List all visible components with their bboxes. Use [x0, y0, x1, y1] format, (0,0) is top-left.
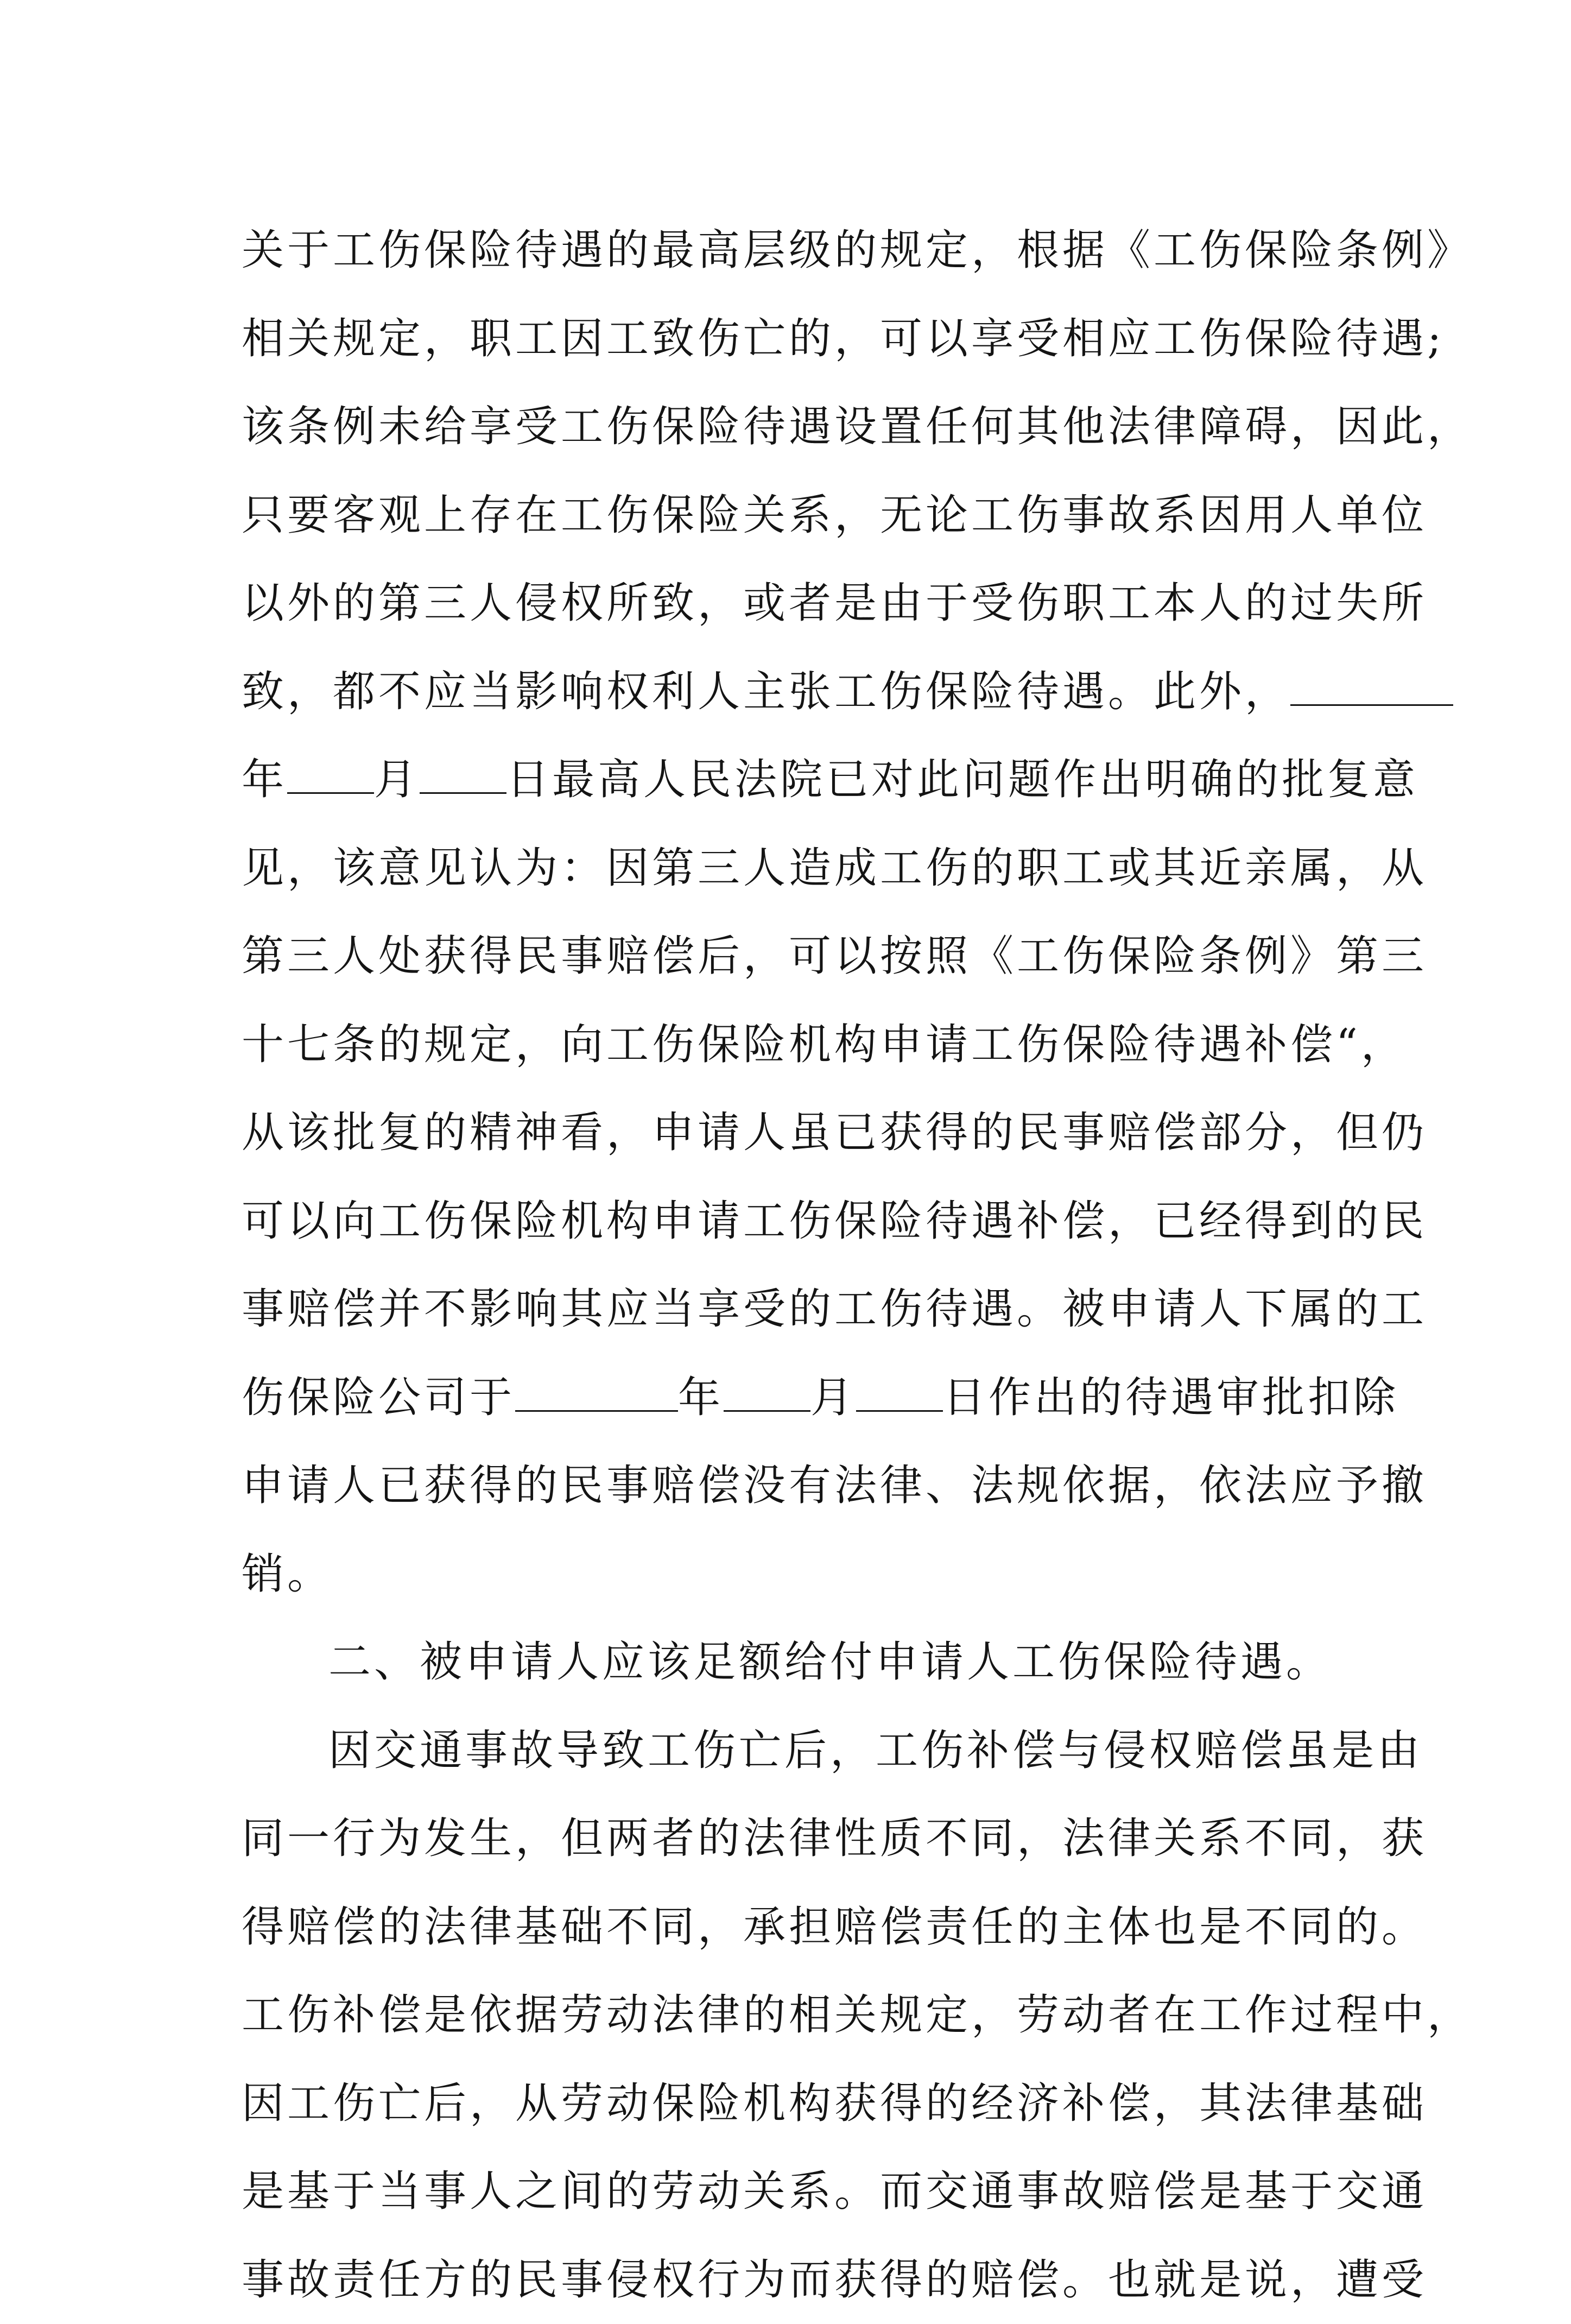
text-line: 十七条的规定，向工伤保险机构申请工伤保险待遇补偿“， — [242, 1001, 1382, 1089]
text-line: 第三人处获得民事赔偿后，可以按照《工伤保险条例》第三 — [242, 912, 1382, 1001]
text-line: 申请人已获得的民事赔偿没有法律、法规依据，依法应予撤 — [242, 1442, 1382, 1530]
text-fragment: 日最高人民法院已对此问题作出明确的批复意 — [506, 755, 1418, 804]
text-line — [242, 648, 1382, 736]
blank-line — [1290, 672, 1453, 706]
text-line: 同一行为发生，但两者的法律性质不同，法律关系不同，获 — [242, 1795, 1382, 1883]
blank-line — [287, 760, 374, 794]
text-line: 事故责任方的民事侵权行为而获得的赔偿。也就是说，遭受 — [242, 2236, 1382, 2324]
blank-line — [724, 1378, 810, 1412]
document-body — [242, 206, 1382, 2324]
text-fragment: 年 — [242, 755, 287, 804]
blank-line — [420, 760, 506, 794]
text-line: 可以向工伤保险机构申请工伤保险待遇补偿，已经得到的民 — [242, 1177, 1382, 1266]
text-line: 关于工伤保险待遇的最高层级的规定，根据《工伤保险条例》 — [242, 206, 1382, 295]
text-line: 因工伤亡后，从劳动保险机构获得的经济补偿，其法律基础 — [242, 2060, 1382, 2148]
text-line: 工伤补偿是依据劳动法律的相关规定，劳动者在工作过程中， — [242, 1971, 1382, 2060]
text-line — [242, 736, 1382, 824]
text-line: 得赔偿的法律基础不同，承担赔偿责任的主体也是不同的。 — [242, 1883, 1382, 1972]
text-fragment: 致，都不应当影响权利人主张工伤保险待遇。此外， — [242, 667, 1290, 716]
text-line: 以外的第三人侵权所致，或者是由于受伤职工本人的过失所 — [242, 559, 1382, 648]
blank-line — [856, 1378, 943, 1412]
text-line: 只要客观上存在工伤保险关系，无论工伤事故系因用人单位 — [242, 471, 1382, 560]
text-line: 销。 — [242, 1530, 1382, 1619]
text-fragment: 月 — [810, 1373, 856, 1422]
blank-line — [515, 1378, 678, 1412]
text-fragment: 伤保险公司于 — [242, 1373, 515, 1422]
text-line: 事赔偿并不影响其应当享受的工伤待遇。被申请人下属的工 — [242, 1265, 1382, 1354]
section-heading: 二、被申请人应该足额给付申请人工伤保险待遇。 — [242, 1618, 1382, 1707]
text-fragment: 日作出的待遇审批扣除 — [943, 1373, 1399, 1422]
text-line — [242, 1354, 1382, 1442]
text-fragment: 年 — [678, 1373, 724, 1422]
text-fragment: 月 — [374, 755, 420, 804]
text-line: 因交通事故导致工伤亡后，工伤补偿与侵权赔偿虽是由 — [242, 1707, 1382, 1795]
text-line: 相关规定，职工因工致伤亡的，可以享受相应工伤保险待遇; — [242, 295, 1382, 383]
text-line: 是基于当事人之间的劳动关系。而交通事故赔偿是基于交通 — [242, 2148, 1382, 2236]
text-line: 从该批复的精神看，申请人虽已获得的民事赔偿部分，但仍 — [242, 1089, 1382, 1177]
text-line: 该条例未给享受工伤保险待遇设置任何其他法律障碍，因此， — [242, 383, 1382, 471]
text-line: 见，该意见认为：因第三人造成工伤的职工或其近亲属，从 — [242, 824, 1382, 913]
